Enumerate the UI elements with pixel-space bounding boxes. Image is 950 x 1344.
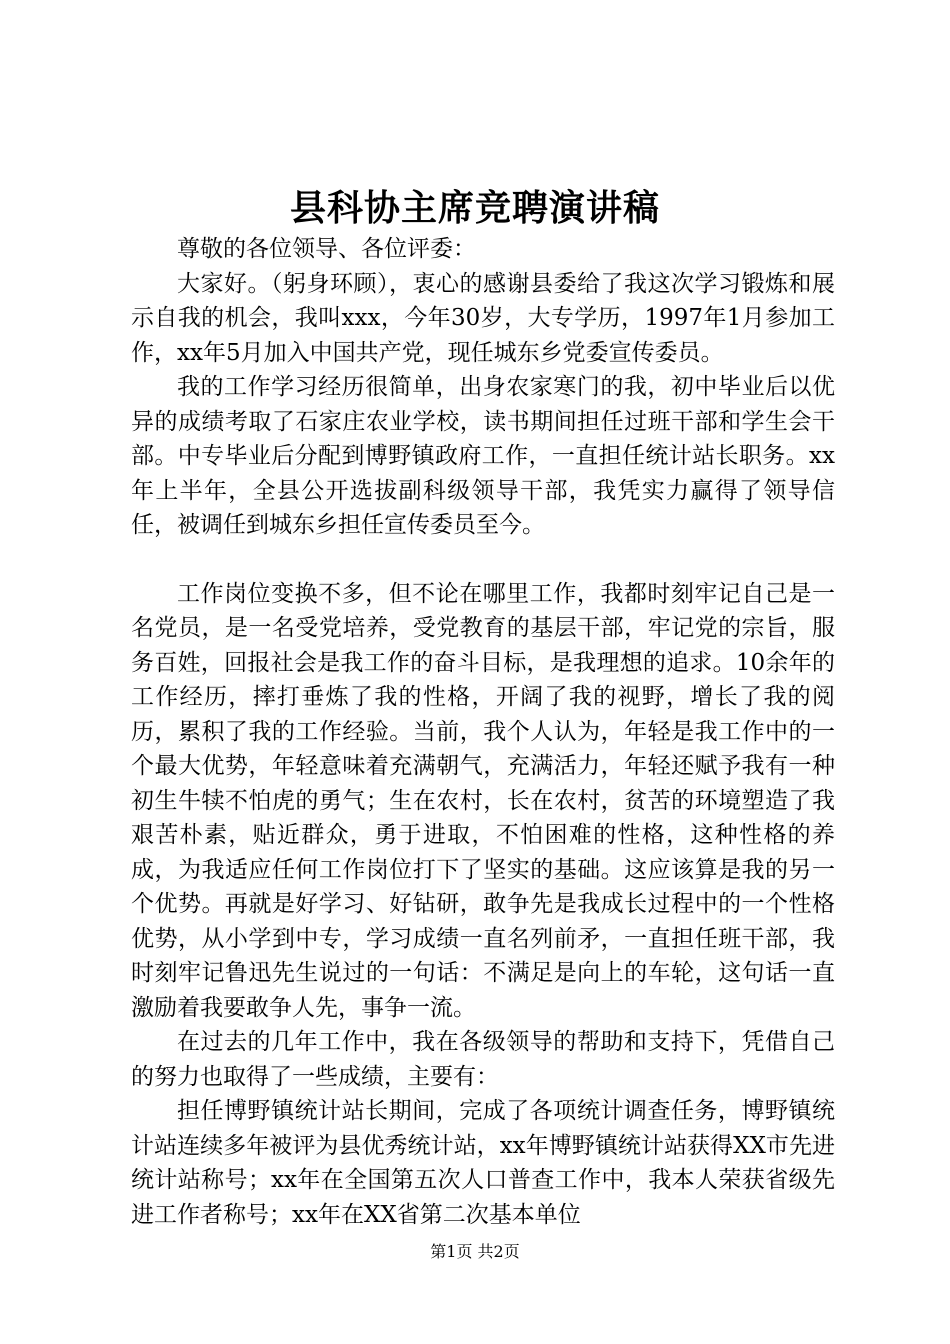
strengths-paragraph: 工作岗位变换不多，但不论在哪里工作，我都时刻牢记自己是一名党员，是一名受党培养，受党教育的基层干部，牢记党的宗旨，服务百姓，回报社会是我工作的奋斗目标，是我理想的追求。10余年的工作经历，摔打垂炼了我的性格，开阔了我的视野，增长了我的阅历，累积了我的工作经验。当前，我个人认为，年轻是我工作中的一个最大优势，年轻意味着充满朝气，充满活力，年轻还赋予我有一种初生牛犊不怕虎的勇气；生在农村，长在农村，贫苦的环境塑造了我艰苦朴素，贴近群众，勇于进取，不怕困难的性格，这种性格的养成，为我适应任何工作岗位打下了坚实的基础。这应该算是我的另一个优势。再就是好学习、好钻研，敢争先是我成长过程中的一个性格优势，从小学到中专，学习成绩一直名列前矛，一直担任班干部，我时刻牢记鲁迅先生说过的一句话：不满足是向上的车轮，这句话一直激励着我要敢争人先，事争一流。 <box>131 580 835 1021</box>
achievements-intro-paragraph: 在过去的几年工作中，我在各级领导的帮助和支持下，凭借自己的努力也取得了一些成绩，主要有： <box>131 1029 835 1090</box>
page-number-footer: 第1页 共2页 <box>430 1242 520 1261</box>
salutation-paragraph: 尊敬的各位领导、各位评委： <box>177 236 476 262</box>
achievements-paragraph: 担任博野镇统计站长期间，完成了各项统计调查任务，博野镇统计站连续多年被评为县优秀统计站，xx年博野镇统计站获得XX市先进统计站称号；xx年在全国第五次人口普查工作中，我本人荣获省级先进工作者称号；xx年在XX省第二次基本单位 <box>131 1098 835 1228</box>
document-body <box>131 232 835 1232</box>
greeting-paragraph: 大家好。（躬身环顾），衷心的感谢县委给了我这次学习锻炼和展示自我的机会，我叫xxx，今年30岁，大专学历，1997年1月参加工作，xx年5月加入中国共产党，现任城东乡党委宣传委员。 <box>131 270 835 366</box>
experience-paragraph: 我的工作学习经历很简单，出身农家寒门的我，初中毕业后以优异的成绩考取了石家庄农业学校，读书期间担任过班干部和学生会干部。中专毕业后分配到博野镇政府工作，一直担任统计站长职务。xx年上半年，全县公开选拔副科级领导干部，我凭实力赢得了领导信任，被调任到城东乡担任宣传委员至今。 <box>131 374 835 538</box>
document-title: 县科协主席竞聘演讲稿 <box>289 187 660 229</box>
